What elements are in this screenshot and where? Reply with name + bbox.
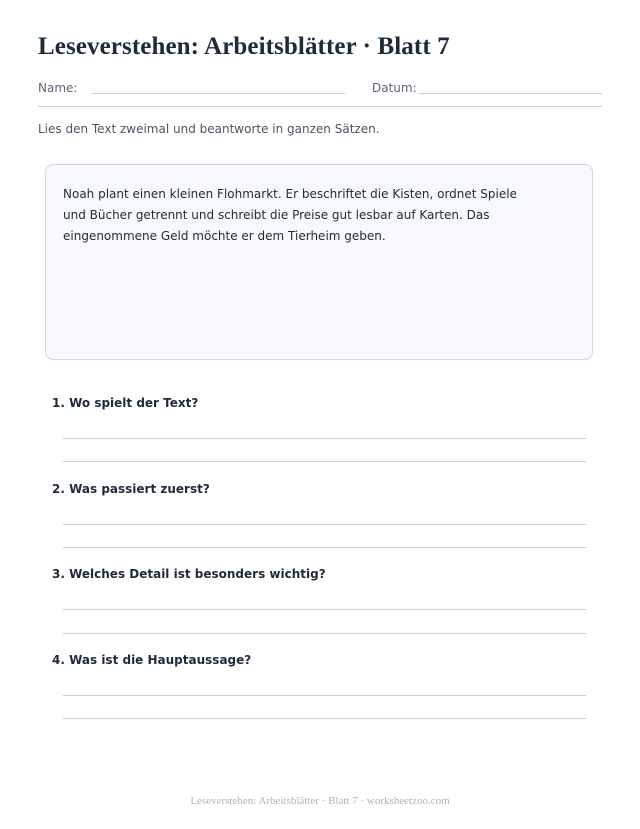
answer-line[interactable] — [63, 547, 586, 548]
answer-line[interactable] — [63, 438, 586, 439]
page-title: Leseverstehen: Arbeitsblätter · Blatt 7 — [38, 33, 450, 60]
date-field[interactable] — [419, 93, 602, 94]
name-field[interactable] — [92, 93, 345, 94]
question-4: 4. Was ist die Hauptaussage? — [52, 653, 252, 667]
name-date-row — [38, 80, 602, 107]
answer-line[interactable] — [63, 609, 586, 610]
page-footer: Leseverstehen: Arbeitsblätter · Blatt 7 · worksheetzoo.com — [190, 795, 450, 807]
answer-line[interactable] — [63, 695, 586, 696]
answer-line[interactable] — [63, 718, 586, 719]
date-label: Datum: — [372, 81, 417, 95]
instruction-text: Lies den Text zweimal und beantworte in ganzen Sätzen. — [38, 122, 380, 136]
name-label: Name: — [38, 81, 78, 95]
question-1: 1. Wo spielt der Text? — [52, 396, 199, 410]
answer-line[interactable] — [63, 633, 586, 634]
answer-line[interactable] — [63, 524, 586, 525]
reading-passage-box — [45, 164, 593, 360]
answer-line[interactable] — [63, 461, 586, 462]
question-2: 2. Was passiert zuerst? — [52, 482, 210, 496]
reading-passage: Noah plant einen kleinen Flohmarkt. Er beschriftet die Kisten, ordnet Spiele und Bücher getrennt und schreibt die Preise gut lesbar auf Karten. Das eingenommene Geld möchte er dem Tierheim geben. — [63, 187, 517, 243]
question-3: 3. Welches Detail ist besonders wichtig? — [52, 567, 326, 581]
